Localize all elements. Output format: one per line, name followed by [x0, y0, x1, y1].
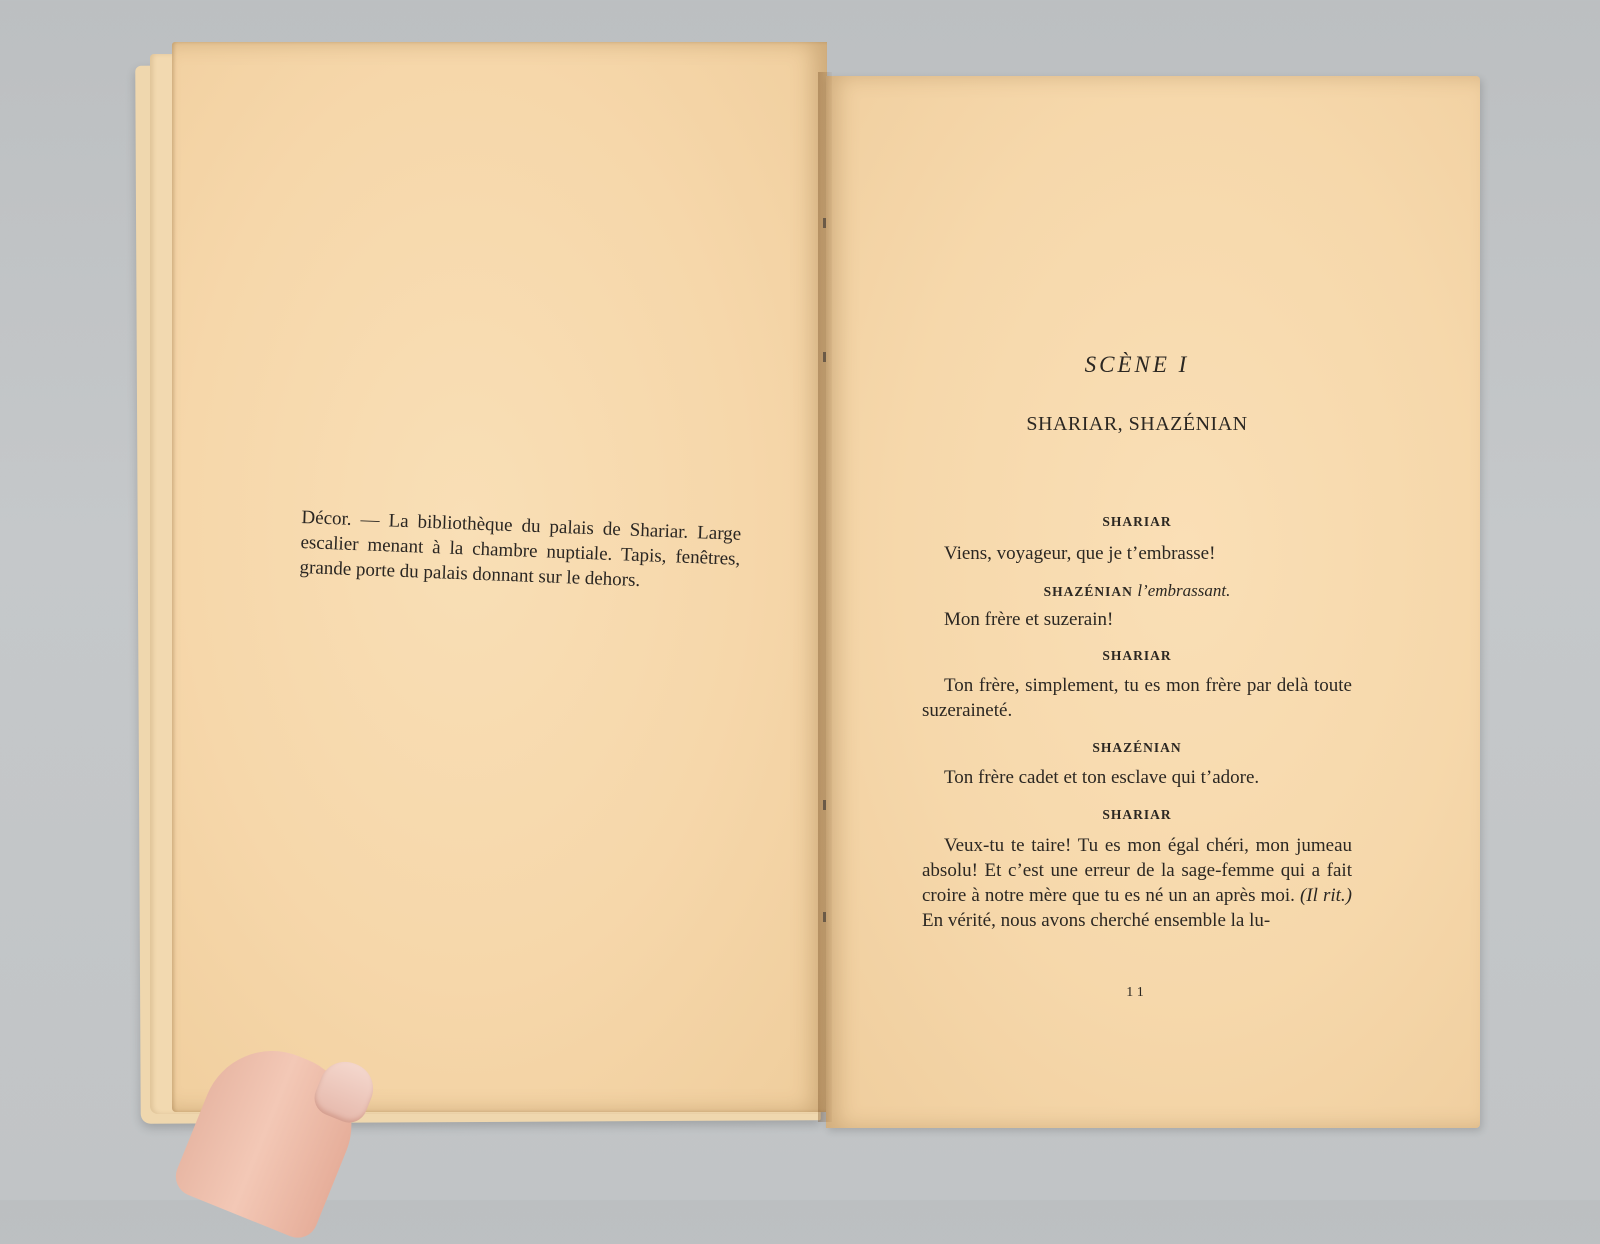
dialogue-line: Ton frère cadet et ton esclave qui t’adore. — [944, 767, 1260, 788]
right-page — [826, 76, 1480, 1128]
binding-stitch — [823, 912, 826, 922]
dialogue-line — [922, 673, 1352, 723]
dialogue-line — [922, 833, 1352, 933]
character-list: SHARIAR, SHAZÉNIAN — [1026, 413, 1248, 435]
stage-direction: l’embrassant. — [1137, 581, 1231, 600]
binding-stitch — [823, 218, 826, 228]
scene-title: SCÈNE I — [1084, 352, 1190, 377]
speaker-name: SHARIAR — [1102, 807, 1172, 822]
stage-direction: (Il rit.) — [1299, 885, 1352, 906]
dialogue-line: Mon frère et suzerain! — [944, 609, 1114, 630]
book-gutter — [818, 72, 832, 1122]
speaker-name — [922, 581, 1352, 601]
dialogue-text: Veux-tu te taire! Tu es mon égal chéri, mon jumeau absolu! Et c’est une erreur de la sage-femme qui a fait croire à notre mère que tu es né un an après moi. — [922, 835, 1352, 906]
binding-stitch — [823, 352, 826, 362]
binding-stitch — [823, 800, 826, 810]
dialogue-text: En vérité, nous avons cherché ensemble la lu- — [922, 910, 1271, 931]
speaker-label: SHAZÉNIAN — [1043, 584, 1133, 599]
decor-description: Décor. — La bibliothèque du palais de Shariar. Large escalier menant à la chambre nuptiale. Tapis, fenêtres, grande porte du palais donnant sur le dehors. — [299, 506, 742, 592]
speaker-name: SHARIAR — [1102, 648, 1172, 663]
page-number: 11 — [1126, 985, 1148, 1000]
dialogue-text: Ton frère, simplement, tu es mon frère par delà toute suzeraineté. — [922, 675, 1352, 721]
speaker-name: SHAZÉNIAN — [1092, 740, 1182, 755]
dialogue-line: Viens, voyageur, que je t’embrasse! — [944, 543, 1216, 564]
speaker-name: SHARIAR — [1102, 514, 1172, 529]
